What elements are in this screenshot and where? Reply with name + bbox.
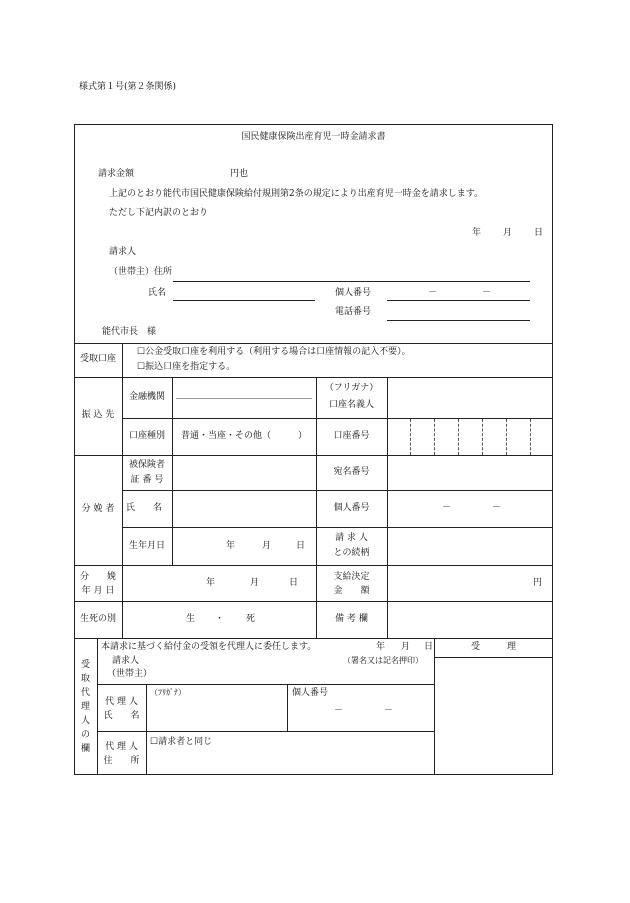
agent-name-label: 代 理 人 (105, 697, 138, 707)
dash: － (492, 503, 502, 513)
claimant-label: 請求人 (109, 247, 137, 257)
delegation-month: 月 (401, 642, 411, 652)
mayor-address: 能代市長 様 (102, 327, 157, 337)
agent-householder-label: （世帯主） (107, 669, 153, 679)
delivery-year: 年 (206, 578, 216, 588)
dash: － (334, 706, 344, 716)
dash: － (442, 503, 452, 513)
agent-furigana-label: （ﾌﾘｶﾞﾅ） (150, 688, 186, 697)
alive-option[interactable]: 生 (186, 614, 196, 624)
delivery-date-label: 分 娩 (79, 572, 116, 582)
yen-suffix: 円也 (230, 169, 249, 179)
claimant-name-field[interactable] (173, 300, 315, 301)
date-month: 月 (503, 228, 513, 238)
account-type-label: 口座種別 (128, 431, 165, 441)
signature-note: （署名又は記名押印） (343, 656, 423, 665)
phone-field[interactable] (387, 320, 530, 321)
date-year: 年 (472, 228, 482, 238)
delivery-date-label: 年 月 日 (81, 586, 115, 596)
bank-label: 金融機関 (128, 392, 165, 402)
dash: － (428, 288, 438, 298)
form-title: 国民健康保険出産育児一時金請求書 (241, 132, 386, 142)
address-field[interactable] (173, 281, 530, 282)
birth-month: 月 (262, 541, 272, 551)
delivery-day: 日 (289, 578, 299, 588)
phone-label: 電話番号 (335, 307, 372, 317)
agent-claimant-label: 請求人 (112, 656, 140, 666)
claimant-personal-no-field[interactable] (387, 300, 530, 301)
address-number-label: 宛名番号 (333, 467, 370, 477)
yen-unit: 円 (533, 578, 543, 588)
request-statement: 上記のとおり能代市国民健康保険給付規則第2条の規定により出産育児一時金を請求します。 (109, 189, 484, 199)
form-reference: 様式第１号(第２条関係) (79, 82, 177, 92)
kana-label: （フリガナ） (324, 383, 379, 393)
delegation-year: 年 (376, 642, 386, 652)
receipt-account-label: 受取口座 (79, 354, 116, 364)
dash: － (482, 288, 492, 298)
delivery-personal-no-label: 個人番号 (333, 503, 370, 513)
amount-label: 請求金額 (98, 169, 135, 179)
decision-amount-label: 支給決定 (333, 572, 370, 582)
agent-personal-no-label: 個人番号 (292, 688, 329, 698)
claimant-personal-no-label: 個人番号 (335, 288, 372, 298)
agent-address-label: 住 所 (103, 756, 140, 766)
dead-option[interactable]: 死 (246, 614, 256, 624)
transfer-account-checkbox[interactable]: ☐振込口座を指定する。 (137, 362, 236, 372)
separator-dot: ・ (215, 614, 225, 624)
public-account-checkbox[interactable]: ☐公金受取口座を利用する（利用する場合は口座情報の記入不要）。 (137, 347, 411, 357)
delivery-name-label: 氏 名 (126, 503, 163, 513)
insured-label: 証 番 号 (130, 475, 164, 485)
address-label: （世帯主）住所 (109, 267, 173, 277)
date-day: 日 (534, 228, 544, 238)
birthdate-label: 生年月日 (128, 541, 165, 551)
insured-label: 被保険者 (128, 460, 165, 470)
remarks-label: 備 考 欄 (335, 614, 368, 624)
account-holder-label: 口座名義人 (328, 400, 374, 410)
claimant-name-label: 氏名 (148, 288, 167, 298)
life-status-label: 生死の別 (79, 614, 116, 624)
delivery-person-label: 分 娩 者 (81, 504, 115, 514)
agent-name-label: 氏 名 (103, 711, 140, 721)
delegation-statement: 本請求に基づく給付金の受領を代理人に委任します。 (101, 642, 317, 652)
account-number-label: 口座番号 (333, 431, 370, 441)
birth-day: 日 (296, 541, 306, 551)
relation-label: 請 求 人 (335, 533, 368, 543)
relation-label: との続柄 (333, 548, 370, 558)
decision-amount-label: 金 額 (333, 586, 370, 596)
delegation-day: 日 (424, 642, 434, 652)
dash: － (384, 706, 394, 716)
transfer-label: 振 込 先 (81, 410, 115, 420)
breakdown-note: ただし下記内訳のとおり (109, 208, 209, 218)
birth-year: 年 (226, 541, 236, 551)
account-type-options[interactable]: 普通・当座・その他（ ） (180, 431, 307, 441)
delivery-month: 月 (250, 578, 260, 588)
bank-field[interactable] (176, 398, 312, 399)
receipt-stamp-label: 受 理 (470, 642, 516, 652)
agent-address-label: 代 理 人 (105, 742, 138, 752)
same-as-claimant-checkbox[interactable]: ☐請求者と同じ (150, 737, 213, 747)
